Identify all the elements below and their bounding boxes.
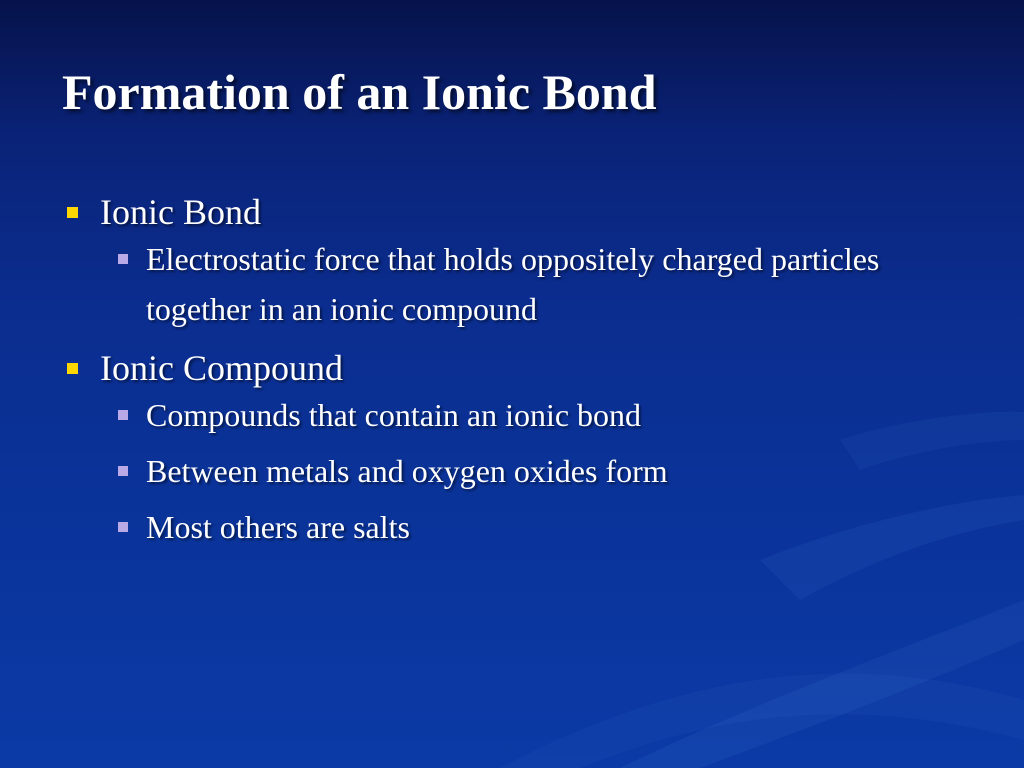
sub-bullet-text: Compounds that contain an ionic bond [146,397,642,433]
sub-bullet-others-salts [116,502,962,552]
square-bullet-icon [67,207,78,218]
slide-content [62,190,962,552]
square-sub-bullet-icon [118,254,128,264]
slide-title: Formation of an Ionic Bond [62,64,657,120]
bullet-text: Ionic Compound [100,348,343,388]
sub-bullet-compounds-contain [116,390,962,440]
sub-bullet-metals-oxygen [116,446,962,496]
sub-bullet-text: Electrostatic force that holds oppositely charged particles together in an ionic compound [146,241,880,327]
square-sub-bullet-icon [118,522,128,532]
square-sub-bullet-icon [118,410,128,420]
bullet-text: Ionic Bond [100,192,261,232]
sub-bullet-text: Most others are salts [146,509,410,545]
bullet-ionic-bond [62,190,962,234]
sub-bullet-electrostatic-force [116,234,962,334]
sub-bullet-text: Between metals and oxygen oxides form [146,453,668,489]
bullet-ionic-compound [62,346,962,390]
square-bullet-icon [67,363,78,374]
square-sub-bullet-icon [118,466,128,476]
